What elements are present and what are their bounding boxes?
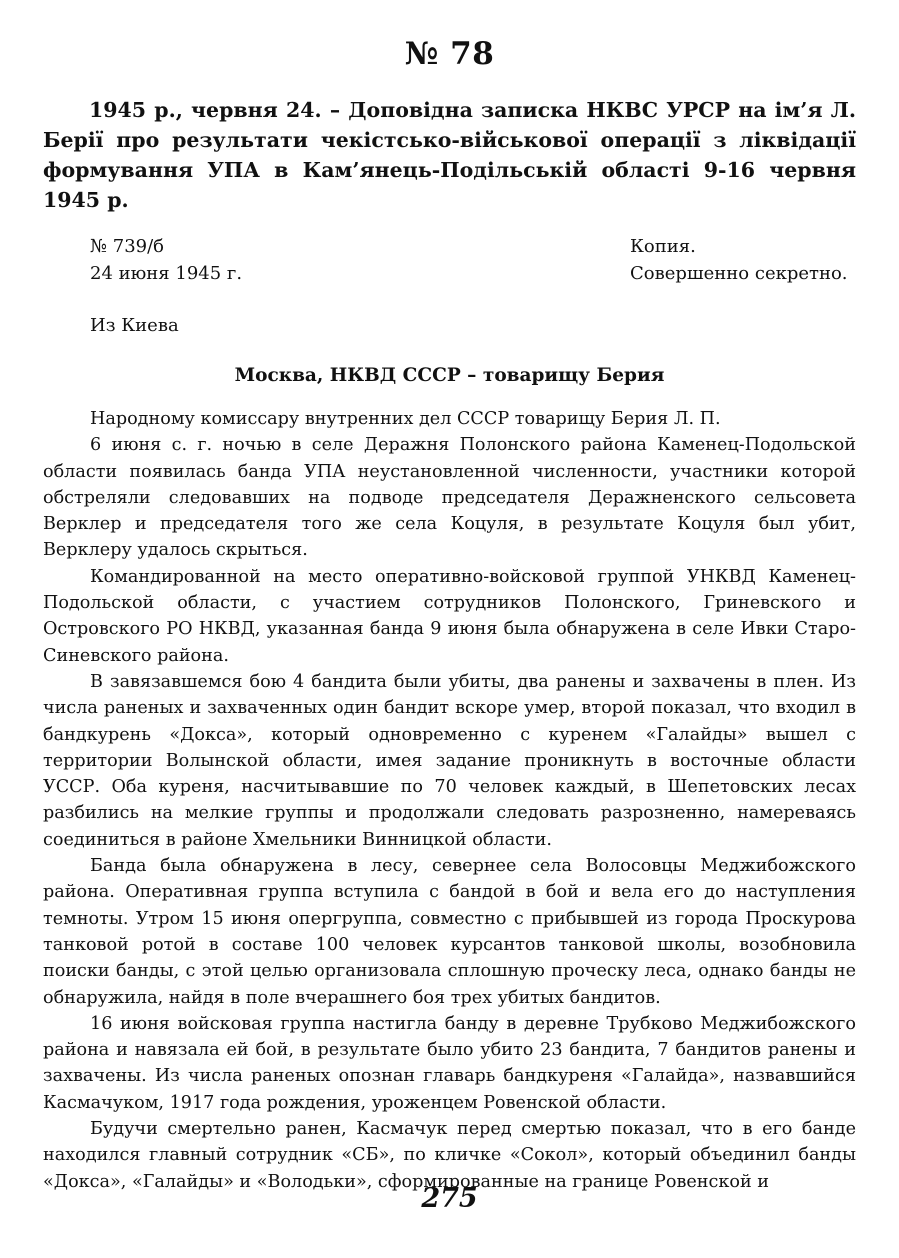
document-date: 24 июня 1945 г. [90,263,243,284]
body-paragraph: Командированной на место оперативно-войсковой группой УНКВД Каменец-Подольской области, с участием сотрудников Полонского, Гриневского и Островского РО НКВД, указанная банда 9 июня была обнаружена в селе Ивки Старо-Синевского района. [43,566,856,666]
body-paragraph: 6 июня с. г. ночью в селе Деражня Полонского района Каменец-Подольской области появилась банда УПА неустановленной численности, участники которой обстреляли следовавших на подводе председателя Деражненского сельсовета Верклер и председателя того же села Коцуля, в результате Коцуля был убит, Верклеру удалось скрыться. [43,435,856,561]
origin-place: Из Киева [90,315,179,336]
document-title: 1945 р., червня 24. – Доповідна записка НКВС УРСР на ім’я Л. Берії про результати чекістсько-військової операції з ліквідації формування УПА в Кам’янець-Подільській області 9-16 червня 1945 р. [43,98,856,212]
page-number: 275 [421,1183,478,1214]
addressee-heading: Москва, НКВД СССР – товарищу Берия [234,365,665,386]
copy-mark: Копия. [630,236,696,257]
body-paragraph: Будучи смертельно ранен, Касмачук перед смертью показал, что в его банде находился главный сотрудник «СБ», по кличке «Сокол», который объединил банды «Докса», «Галайды» и «Володьки», сформированные на границе Ровенской и [43,1119,856,1192]
registration-block [90,233,242,287]
classification-block [630,233,848,287]
secrecy-mark: Совершенно секретно. [630,263,848,284]
body-paragraph: В завязавшемся бою 4 бандита были убиты, два ранены и захвачены в плен. Из числа раненых и захваченных один бандит вскоре умер, второй показал, что входил в бандкурень «Докса», который одновременно с куренем «Галайды» вышел с территории Волынской области, имея задание проникнуть в восточные области УССР. Оба куреня, насчитывавшие по 70 человек каждый, в Шепетовских лесах разбились на мелкие группы и продолжали следовать разрозненно, намереваясь соединиться в районе Хмельники Винницкой области. [43,671,856,850]
registration-number: № 739/б [90,236,165,257]
document-body [43,406,856,1195]
document-number: № 78 [404,36,495,72]
body-paragraph: Народному комиссару внутренних дел СССР товарищу Берия Л. П. [90,409,721,429]
body-paragraph: Банда была обнаружена в лесу, севернее села Волосовцы Меджибожского района. Оперативная группа вступила с бандой в бой и вела его до наступления темноты. Утром 15 июня опергруппа, совместно с прибывшей из города Проскурова танковой ротой в составе 100 человек курсантов танковой школы, возобновила поиски банды, с этой целью организовала сплошную проческу леса, однако банды не обнаружила, найдя в поле вчерашнего боя трех убитых бандитов. [43,856,856,1008]
body-paragraph: 16 июня войсковая группа настигла банду в деревне Трубково Меджибожского района и навязала ей бой, в результате было убито 23 бандита, 7 бандитов ранены и захвачены. Из числа раненых опознан главарь бандкуреня «Галайда», назвавшийся Касмачуком, 1917 года рождения, уроженцем Ровенской области. [43,1013,856,1113]
